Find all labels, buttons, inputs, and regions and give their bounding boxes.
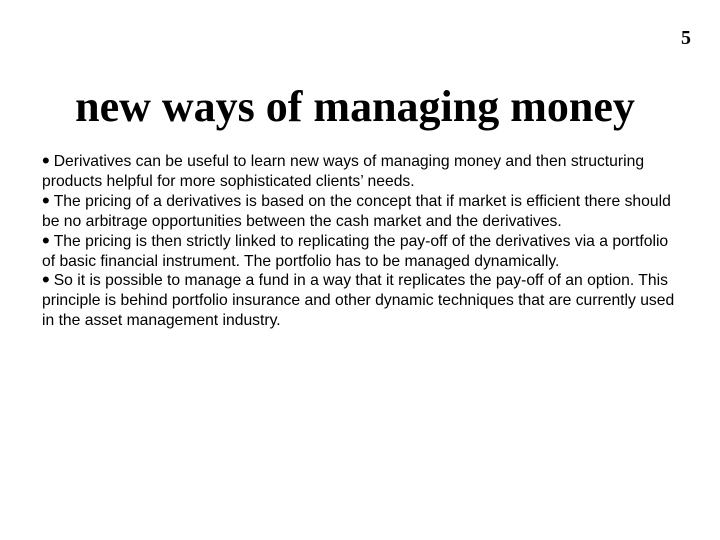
bullet-text: The pricing is then strictly linked to replicating the pay-off of the derivatives via a portfolio of basic financial instrument. The portfolio has to be managed dynamically.: [42, 232, 669, 270]
slide-title: new ways of managing money: [75, 82, 635, 131]
bullet-list: [42, 148, 682, 331]
bullet-text: Derivatives can be useful to learn new ways of managing money and then structuring products helpful for more sophisticated clients’ needs.: [42, 153, 645, 190]
bullet-item: [42, 227, 682, 272]
bullet-icon: •: [42, 267, 50, 293]
page-number: 5: [681, 27, 691, 49]
bullet-item: [42, 187, 682, 232]
bullet-icon: •: [42, 227, 50, 253]
bullet-icon: •: [42, 187, 50, 213]
bullet-text: The pricing of a derivatives is based on the concept that if market is efficient there should be no arbitrage opportunities between the cash market and the derivatives.: [42, 192, 671, 230]
bullet-item: [42, 148, 682, 192]
bullet-icon: •: [42, 148, 50, 173]
bullet-text: So it is possible to manage a fund in a way that it replicates the pay-off of an option. This principle is behind portfolio insurance and other dynamic techniques that are currently used in the asset management industry.: [42, 272, 675, 330]
bullet-item: [42, 267, 682, 331]
